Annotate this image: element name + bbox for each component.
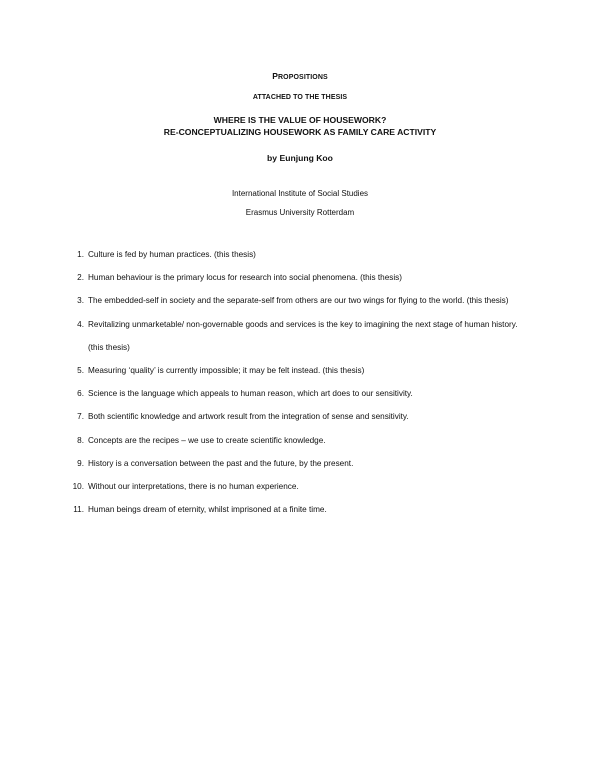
proposition-item <box>0 452 600 475</box>
institution-line-2: Erasmus University Rotterdam <box>245 208 355 217</box>
proposition-number: 4. <box>77 319 84 329</box>
proposition-text: Both scientific knowledge and artwork result from the integration of sense and sensitivity. <box>88 412 409 422</box>
proposition-text: Human behaviour is the primary locus for research into social phenomena. (this thesis) <box>88 273 402 283</box>
proposition-item <box>0 475 600 498</box>
proposition-item <box>0 359 600 382</box>
proposition-text: Revitalizing unmarketable/ non-governable goods and services is the key to imagining the next stage of human history. (this thesis) <box>88 319 518 352</box>
proposition-number: 2. <box>77 273 84 283</box>
proposition-number: 3. <box>77 296 84 306</box>
proposition-number: 1. <box>77 250 84 259</box>
proposition-number: 10. <box>72 482 84 492</box>
proposition-item <box>0 382 600 405</box>
attached-subheading: ATTACHED TO THE THESIS <box>252 94 348 101</box>
proposition-item <box>0 289 600 312</box>
proposition-item <box>0 429 600 452</box>
proposition-text: History is a conversation between the past and the future, by the present. <box>88 458 354 468</box>
proposition-number: 7. <box>77 412 84 422</box>
proposition-item <box>0 405 600 428</box>
title-line-1: WHERE IS THE VALUE OF HOUSEWORK? <box>213 115 387 125</box>
author-line: by Eunjung Koo <box>267 153 333 163</box>
proposition-text: Science is the language which appeals to human reason, which art does to our sensitivity. <box>88 389 413 399</box>
proposition-number: 9. <box>77 458 84 468</box>
proposition-number: 5. <box>77 366 84 376</box>
proposition-number: 11. <box>73 505 84 515</box>
institution-line-1: International Institute of Social Studies <box>231 189 369 198</box>
proposition-text: Without our interpretations, there is no human experience. <box>88 482 299 492</box>
proposition-number: 6. <box>77 389 84 399</box>
propositions-list <box>0 243 600 521</box>
proposition-item <box>0 313 600 359</box>
proposition-item <box>0 498 600 521</box>
institution-block <box>0 184 600 222</box>
proposition-text: Concepts are the recipes – we use to create scientific knowledge. <box>88 435 326 445</box>
proposition-text: Culture is fed by human practices. (this thesis) <box>88 250 256 259</box>
title-line-2: RE-CONCEPTUALIZING HOUSEWORK AS FAMILY CARE ACTIVITY <box>163 127 437 137</box>
proposition-item <box>0 266 600 289</box>
propositions-heading: PROPOSITIONS <box>272 71 328 81</box>
proposition-text: Human beings dream of eternity, whilst imprisoned at a finite time. <box>88 505 327 515</box>
proposition-text: The embedded-self in society and the separate-self from others are our two wings for flying to the world. (this thesis) <box>88 296 509 306</box>
proposition-text: Measuring ‘quality’ is currently impossible; it may be felt instead. (this thesis) <box>88 366 365 376</box>
proposition-item <box>0 243 600 266</box>
proposition-number: 8. <box>77 435 84 445</box>
thesis-title <box>0 114 600 138</box>
